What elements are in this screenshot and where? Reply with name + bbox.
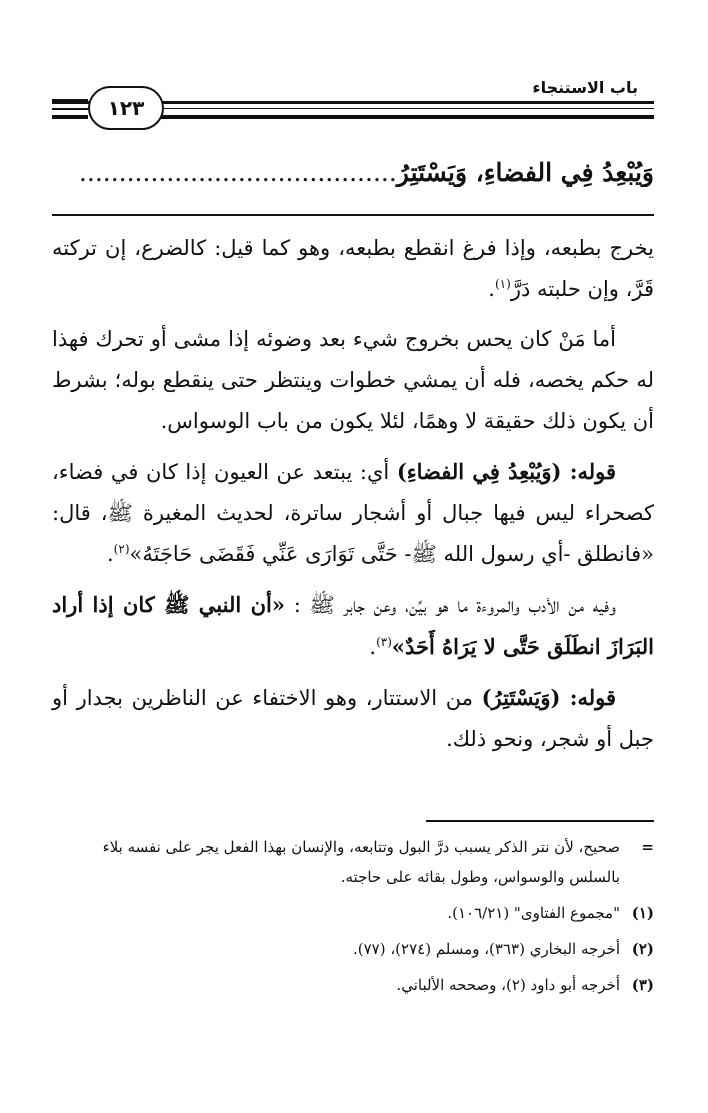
footnote-ref-2: (٢) (113, 542, 130, 556)
paragraph-3-lead: قوله: (وَيُبْعِدُ فِي الفضاءِ) (396, 459, 616, 484)
footnote-text: صحيح، لأن نتر الذكر يسبب درَّ البول وتتابعه، والإنسان بهذا الفعل يجر على نفسه بلاء بالسلس والوسواس، وطول بقائه على حاجته. (102, 838, 620, 886)
footnote-text: أخرجه أبو داود (٢)، وصححه الألباني. (396, 976, 620, 994)
paragraph-3-quote: «فانطلق -أي رسول الله ﷺ- حَتَّى تَوَارَى عَنِّي فَقَضَى حَاجَتَهُ» (129, 542, 654, 566)
paragraph-5-text: من الاستتار، وهو الاختفاء عن الناظرين بجدار أو جبل أو شجر، ونحو ذلك. (52, 686, 654, 751)
footnotes (52, 832, 654, 1006)
footnote-marker: = (641, 838, 654, 856)
header-rule-left-bottom (52, 115, 88, 119)
footnote-continued (52, 832, 654, 892)
paragraph-5-lead: قوله: (وَيَسْتَتِرُ) (481, 685, 616, 710)
paragraph-3-text: أي: يبتعد عن العيون إذا كان في فضاء، كصحراء ليس فيها جبال أو أشجار ساترة، لحديث المغيرة ﷺ، قال: (52, 460, 654, 525)
running-header-title: باب الاستنجاء (532, 78, 638, 97)
paragraph-2: أما مَنْ كان يحس بخروج شيء بعد وضوئه إذا مشى أو تحرك فهذا له حكم يخصه، فله أن يمشي خطوات وينتظر حتى ينقطع بوله؛ بشرط أن يكون ذلك حقيقة لا وهمًا، لئلا يكون من باب الوسواس. (52, 327, 654, 433)
paragraph-3-end: . (106, 542, 114, 566)
footnote-2 (52, 934, 654, 964)
paragraph-4 (52, 584, 654, 668)
paragraph-1-end: . (488, 277, 495, 301)
footnote-ref-1: (١) (494, 277, 511, 291)
paragraph-4-end: . (369, 635, 377, 659)
matn-text: وَيُبْعِدُ فِي الفضاءِ، وَيَسْتَتِرُ (396, 158, 654, 187)
paragraph-3 (52, 451, 654, 575)
footnote-1 (52, 898, 654, 928)
footnote-marker: (٣) (631, 976, 654, 994)
footnote-separator (426, 820, 654, 822)
paragraph-4-text: وفيه من الأدب والمروءة ما هو بيِّن، وعن جابر ﷺ : (284, 593, 616, 617)
page-number: ١٢٣ (88, 86, 164, 130)
header-rule-left (52, 99, 88, 104)
footnote-marker: (١) (631, 904, 654, 922)
footnote-marker: (٢) (631, 940, 654, 958)
header-rule-bottom (160, 115, 654, 119)
footnote-ref-3: (٣) (376, 635, 392, 649)
body-text (52, 228, 654, 769)
paragraph-1 (52, 228, 654, 310)
header-rule-left-mid (52, 108, 88, 110)
paragraph-4-quote: «أن النبي ﷺ كان إذا أراد البَرَازَ انطَلَق حَتَّى لا يَرَاهُ أَحَدٌ» (52, 592, 654, 659)
paragraph-1-text: يخرج بطبعه، وإذا فرغ انقطع بطبعه، وهو كما قيل: كالضرع، إن تركته قَرَّ، وإن حلبته دَرَّ (52, 236, 654, 301)
footnote-3 (52, 970, 654, 1000)
matn-rule (52, 214, 654, 216)
paragraph-5 (52, 677, 654, 760)
footnote-text: أخرجه البخاري (٣٦٣)، ومسلم (٢٧٤)، (٧٧). (352, 940, 620, 958)
header-rule-thin (160, 108, 654, 109)
matn-line (52, 158, 654, 187)
matn-dots: ........................................ (78, 158, 397, 187)
footnote-text: "مجموع الفتاوى" (١٠٦/٢١). (447, 904, 620, 922)
